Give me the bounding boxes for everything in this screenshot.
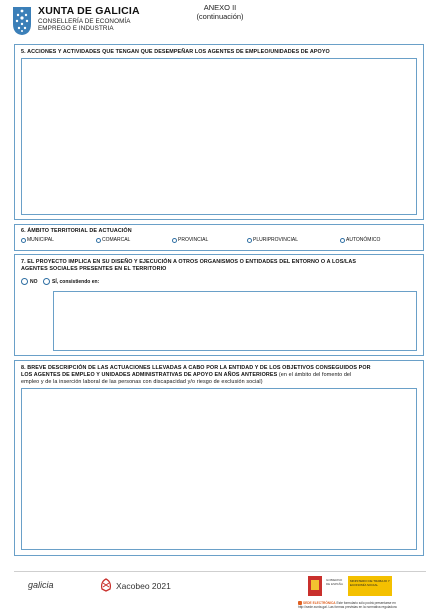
xacobeo-logo: Xacobeo 2021 <box>116 581 171 591</box>
section-6-territorial-scope <box>14 224 424 251</box>
option-si[interactable] <box>43 278 99 285</box>
ministry-label: MINISTERIO DE TRABAJO Y ECONOMÍA SOCIAL <box>350 579 390 587</box>
footer-divider <box>14 571 426 572</box>
option-provincial[interactable] <box>172 237 208 243</box>
section-8-description <box>14 360 424 556</box>
option-pluriprovincial-label: PLURIPROVINCIAL <box>253 237 299 243</box>
footer-note <box>298 601 434 609</box>
option-no-label: NO <box>30 278 38 285</box>
org-department: CONSELLERÍA DE ECONOMÍA <box>38 18 131 25</box>
option-municipal[interactable] <box>21 237 54 243</box>
option-autonomico[interactable] <box>340 237 380 243</box>
section-5-actions <box>14 44 424 220</box>
gov-label: GOBIERNO DE ESPAÑA <box>326 578 343 586</box>
annex-title: ANEXO II <box>203 3 237 12</box>
radio-provincial[interactable] <box>172 238 177 243</box>
footer-note-text-2: http://sede.xunta.gal. Las formas previstas en la normativa reguladora <box>298 605 397 610</box>
section-7-involvement <box>14 254 424 356</box>
option-municipal-label: MUNICIPAL <box>27 237 54 243</box>
option-pluriprovincial[interactable] <box>247 237 298 243</box>
radio-comarcal[interactable] <box>96 238 101 243</box>
org-department-line2: EMPREGO E INDUSTRIA <box>38 25 114 32</box>
section-5-title: 5. ACCIONES Y ACTIVIDADES QUE TENGAN QUE DESEMPEÑAR LOS AGENTES DE EMPLEO/UNIDADES DE APOYO <box>21 49 330 55</box>
radio-pluriprovincial[interactable] <box>247 238 252 243</box>
section-5-textarea[interactable] <box>21 58 417 215</box>
radio-autonomico[interactable] <box>340 238 345 243</box>
option-comarcal-label: COMARCAL <box>102 237 131 243</box>
section-8-note-a: (en el ámbito del fomento del <box>278 372 352 378</box>
section-8-title-line1: 8. BREVE DESCRIPCIÓN DE LAS ACTUACIONES LLEVADAS A CABO POR LA ENTIDAD Y DE LOS OBJETIVOS CONSEGUIDOS POR <box>21 365 371 371</box>
option-comarcal[interactable] <box>96 237 130 243</box>
page-header <box>0 0 440 40</box>
section-7-textarea[interactable] <box>53 291 417 351</box>
section-6-title: 6. ÁMBITO TERRITORIAL DE ACTUACIÓN <box>21 228 132 234</box>
footer-note-text: Este formulario sólo podrá presentarse en <box>336 601 396 605</box>
option-no[interactable] <box>21 278 38 285</box>
option-provincial-label: PROVINCIAL <box>178 237 209 243</box>
xunta-shield-icon <box>12 6 32 36</box>
galicia-logo: galicia <box>28 580 54 590</box>
section-7-title-line2: AGENTES SOCIALES PRESENTES EN EL TERRITORIO <box>21 266 167 272</box>
radio-municipal[interactable] <box>21 238 26 243</box>
xacobeo-shell-icon <box>99 578 113 592</box>
section-7-title-line1: 7. EL PROYECTO IMPLICA EN SU DISEÑO Y EJECUCIÓN A OTROS ORGANISMOS O ENTIDADES DEL ENTORNO O A LOS/LAS <box>21 259 357 265</box>
annex-heading <box>180 3 260 21</box>
section-8-title-line2-text: LOS AGENTES DE EMPLEO Y UNIDADES ADMINISTRATIVAS DE APOYO EN AÑOS ANTERIORES <box>21 372 278 378</box>
option-si-label: SÍ, consistiendo en: <box>52 278 100 285</box>
government-of-spain-logo <box>308 576 414 596</box>
section-8-textarea[interactable] <box>21 388 417 550</box>
annex-subtitle: (continuación) <box>196 12 244 21</box>
radio-si[interactable] <box>43 278 50 285</box>
section-8-note-b: empleo y de la inserción laboral de las personas con discapacidad y/o riesgo de exclusión social) <box>21 379 263 385</box>
option-autonomico-label: AUTONÓMICO <box>346 237 381 243</box>
radio-no[interactable] <box>21 278 28 285</box>
sede-electronica-link[interactable]: SEDE ELECTRÓNICA <box>303 601 336 605</box>
section-8-title-line2 <box>21 372 351 379</box>
spain-coat-of-arms-icon <box>308 576 322 596</box>
org-title: XUNTA DE GALICIA <box>38 5 140 17</box>
